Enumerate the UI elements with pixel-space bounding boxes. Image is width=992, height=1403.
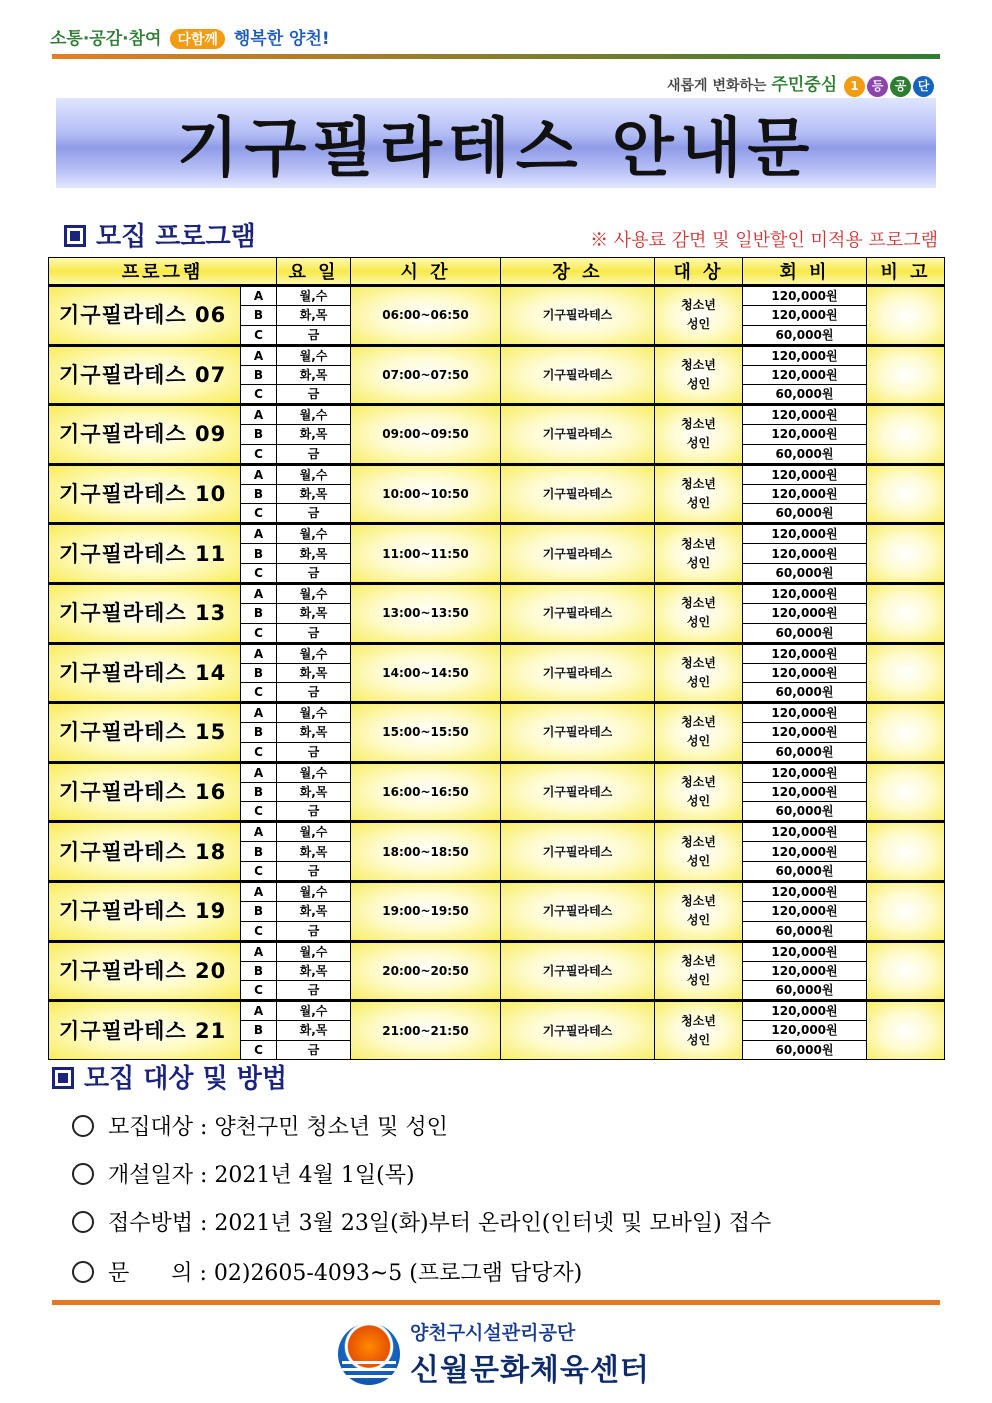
target-youth: 청소년 [681,596,716,611]
class-fee: 120,000원 [743,941,867,961]
class-target [655,762,743,822]
class-day: 월,수 [277,643,351,663]
square-bullet-icon [64,225,86,247]
class-fee: 60,000원 [743,683,867,703]
class-day: 금 [277,683,351,703]
target-adult: 성인 [686,674,711,689]
class-time: 16:00~16:50 [351,762,501,822]
class-target [655,881,743,941]
section-title-method-text: 모집 대상 및 방법 [84,1064,287,1094]
info-item-inquiry [72,1256,582,1287]
table-row [49,762,945,782]
class-remark [867,1001,945,1060]
class-fee: 120,000원 [743,484,867,504]
class-target [655,822,743,882]
header-day: 요 일 [277,258,351,286]
class-fee: 60,000원 [743,861,867,881]
table-row [49,286,945,306]
class-code: B [241,484,277,504]
org-name-big: 신월문화체육센터 [410,1353,650,1388]
class-day: 화,목 [277,723,351,743]
class-fee: 120,000원 [743,405,867,425]
table-row [49,524,945,544]
target-adult: 성인 [686,853,711,868]
table-row [49,643,945,663]
class-day: 월,수 [277,1001,351,1021]
class-fee: 120,000원 [743,583,867,603]
class-day: 월,수 [277,464,351,484]
class-day: 화,목 [277,603,351,623]
target-adult: 성인 [686,555,711,570]
class-code: A [241,881,277,901]
table-row [49,881,945,901]
class-remark [867,286,945,346]
target-adult: 성인 [686,794,711,809]
class-code: B [241,901,277,921]
program-name: 기구필라테스 14 [49,643,241,703]
class-day: 금 [277,504,351,524]
target-adult: 성인 [686,496,711,511]
header-remark: 비 고 [867,258,945,286]
program-name: 기구필라테스 15 [49,703,241,763]
class-fee: 120,000원 [743,524,867,544]
class-remark [867,345,945,405]
class-remark [867,941,945,1001]
target-youth: 청소년 [681,1013,716,1028]
class-day: 화,목 [277,306,351,326]
class-place: 기구필라테스 [501,345,655,405]
class-time: 13:00~13:50 [351,583,501,643]
class-fee: 120,000원 [743,365,867,385]
target-adult: 성인 [686,1032,711,1047]
table-row [49,464,945,484]
class-fee: 120,000원 [743,723,867,743]
header-program: 프로그램 [49,258,277,286]
class-code: B [241,663,277,683]
class-day: 화,목 [277,663,351,683]
class-place: 기구필라테스 [501,286,655,346]
class-fee: 120,000원 [743,842,867,862]
class-time: 09:00~09:50 [351,405,501,465]
class-code: A [241,524,277,544]
class-fee: 120,000원 [743,603,867,623]
square-bullet-icon [52,1067,74,1089]
info-item-target [72,1110,448,1141]
target-youth: 청소년 [681,834,716,849]
class-fee: 60,000원 [743,623,867,643]
class-place: 기구필라테스 [501,583,655,643]
target-youth: 청소년 [681,477,716,492]
subslogan [667,70,934,97]
class-code: A [241,286,277,306]
program-group [49,762,945,822]
subslogan-prefix: 새롭게 변화하는 [667,78,767,94]
class-day: 금 [277,802,351,822]
class-fee: 120,000원 [743,782,867,802]
table-header-row [49,258,945,286]
info-item-open-date-text: 개설일자 : 2021년 4월 1일(목) [108,1163,415,1188]
program-group [49,703,945,763]
class-code: A [241,703,277,723]
program-name: 기구필라테스 20 [49,941,241,1001]
class-code: B [241,961,277,981]
program-name: 기구필라테스 11 [49,524,241,584]
target-adult: 성인 [686,436,711,451]
class-place: 기구필라테스 [501,762,655,822]
class-time: 19:00~19:50 [351,881,501,941]
class-day: 월,수 [277,941,351,961]
table-row [49,583,945,603]
program-name: 기구필라테스 18 [49,822,241,882]
class-code: C [241,1040,277,1060]
class-day: 금 [277,742,351,762]
slogan-part2: 행복한 양천! [233,29,330,49]
class-day: 월,수 [277,583,351,603]
class-day: 금 [277,861,351,881]
program-group [49,286,945,346]
class-code: B [241,425,277,445]
class-target [655,583,743,643]
target-youth: 청소년 [681,894,716,909]
class-day: 금 [277,563,351,583]
org-name-small: 양천구시설관리공단 [410,1322,576,1344]
circle-bullet-icon [72,1261,94,1283]
class-day: 월,수 [277,345,351,365]
class-remark [867,583,945,643]
header-fee: 회 비 [743,258,867,286]
target-adult: 성인 [686,317,711,332]
class-fee: 120,000원 [743,881,867,901]
info-item-registration-text: 접수방법 : 2021년 3월 23일(화)부터 온라인(인터넷 및 모바일) 접수 [108,1211,772,1236]
class-day: 화,목 [277,484,351,504]
class-code: A [241,405,277,425]
page-title: 기구필라테스 안내문 [176,112,816,186]
class-fee: 120,000원 [743,1021,867,1041]
program-group [49,822,945,882]
circle-bullet-icon [72,1211,94,1233]
program-group [49,1001,945,1060]
class-fee: 60,000원 [743,563,867,583]
class-target [655,1001,743,1060]
target-adult: 성인 [686,734,711,749]
program-name: 기구필라테스 19 [49,881,241,941]
class-day: 금 [277,981,351,1001]
class-code: C [241,325,277,345]
target-youth: 청소년 [681,775,716,790]
class-code: B [241,782,277,802]
target-youth: 청소년 [681,953,716,968]
class-time: 20:00~20:50 [351,941,501,1001]
target-adult: 성인 [686,972,711,987]
table-row [49,703,945,723]
class-day: 월,수 [277,286,351,306]
program-name: 기구필라테스 16 [49,762,241,822]
info-item-registration [72,1206,771,1237]
class-target [655,941,743,1001]
class-fee: 120,000원 [743,286,867,306]
target-youth: 청소년 [681,298,716,313]
class-fee: 120,000원 [743,703,867,723]
program-name: 기구필라테스 10 [49,464,241,524]
class-fee: 60,000원 [743,981,867,1001]
class-target [655,524,743,584]
class-place: 기구필라테스 [501,464,655,524]
class-day: 월,수 [277,881,351,901]
class-code: A [241,464,277,484]
table-row [49,822,945,842]
class-fee: 120,000원 [743,345,867,365]
class-day: 금 [277,623,351,643]
class-remark [867,762,945,822]
section-title-programs-text: 모집 프로그램 [96,222,256,252]
class-code: A [241,1001,277,1021]
class-fee: 120,000원 [743,1001,867,1021]
class-target [655,345,743,405]
class-fee: 120,000원 [743,961,867,981]
class-code: C [241,444,277,464]
class-fee: 60,000원 [743,802,867,822]
info-item-inquiry-text: 문 의 : 02)2605-4093~5 (프로그램 담당자) [108,1261,583,1286]
class-code: B [241,842,277,862]
class-fee: 120,000원 [743,464,867,484]
header-place: 장 소 [501,258,655,286]
class-place: 기구필라테스 [501,881,655,941]
program-group [49,405,945,465]
class-day: 금 [277,385,351,405]
class-fee: 120,000원 [743,306,867,326]
class-code: B [241,723,277,743]
class-code: A [241,822,277,842]
class-time: 15:00~15:50 [351,703,501,763]
class-day: 월,수 [277,405,351,425]
subslogan-circle-4: 단 [913,76,934,97]
class-day: 화,목 [277,961,351,981]
class-remark [867,464,945,524]
target-youth: 청소년 [681,655,716,670]
table-row [49,941,945,961]
slogan [50,24,330,49]
program-group [49,643,945,703]
class-day: 화,목 [277,842,351,862]
subslogan-circle-2: 등 [867,76,888,97]
class-target [655,286,743,346]
program-group [49,464,945,524]
class-remark [867,405,945,465]
class-code: C [241,385,277,405]
class-target [655,643,743,703]
class-code: B [241,306,277,326]
class-code: B [241,544,277,564]
class-day: 화,목 [277,901,351,921]
class-code: B [241,1021,277,1041]
class-remark [867,881,945,941]
header-target: 대 상 [655,258,743,286]
class-remark [867,822,945,882]
circle-bullet-icon [72,1115,94,1137]
class-time: 14:00~14:50 [351,643,501,703]
header-time: 시 간 [351,258,501,286]
subslogan-circle-3: 공 [890,76,911,97]
class-code: C [241,563,277,583]
title-banner [56,98,936,188]
class-place: 기구필라테스 [501,941,655,1001]
class-day: 화,목 [277,365,351,385]
class-code: B [241,603,277,623]
class-fee: 60,000원 [743,1040,867,1060]
class-fee: 120,000원 [743,425,867,445]
class-target [655,405,743,465]
class-fee: 60,000원 [743,921,867,941]
class-time: 07:00~07:50 [351,345,501,405]
class-fee: 120,000원 [743,901,867,921]
class-fee: 120,000원 [743,663,867,683]
class-day: 화,목 [277,425,351,445]
info-item-target-text: 모집대상 : 양천구민 청소년 및 성인 [108,1115,448,1140]
bottom-divider [52,1300,940,1305]
class-fee: 60,000원 [743,444,867,464]
target-adult: 성인 [686,615,711,630]
target-youth: 청소년 [681,417,716,432]
target-youth: 청소년 [681,357,716,372]
class-place: 기구필라테스 [501,405,655,465]
class-fee: 120,000원 [743,762,867,782]
program-group [49,881,945,941]
program-name: 기구필라테스 07 [49,345,241,405]
class-day: 금 [277,1040,351,1060]
class-fee: 60,000원 [743,385,867,405]
class-fee: 120,000원 [743,544,867,564]
class-place: 기구필라테스 [501,822,655,882]
class-fee: 120,000원 [743,643,867,663]
class-time: 11:00~11:50 [351,524,501,584]
class-code: A [241,583,277,603]
subslogan-main: 주민중심 [771,75,838,95]
class-remark [867,703,945,763]
table-row [49,405,945,425]
class-code: C [241,921,277,941]
class-remark [867,524,945,584]
class-time: 10:00~10:50 [351,464,501,524]
slogan-part1: 소통·공감·참여 [50,29,162,49]
class-place: 기구필라테스 [501,524,655,584]
class-code: A [241,345,277,365]
class-code: C [241,802,277,822]
class-day: 월,수 [277,762,351,782]
program-name: 기구필라테스 06 [49,286,241,346]
footer-org [338,1318,650,1389]
class-place: 기구필라테스 [501,1001,655,1060]
class-day: 월,수 [277,524,351,544]
class-code: C [241,742,277,762]
program-group [49,345,945,405]
slogan-bubble: 다함께 [170,29,225,49]
info-item-open-date [72,1158,415,1189]
program-name: 기구필라테스 21 [49,1001,241,1060]
class-day: 화,목 [277,1021,351,1041]
class-fee: 60,000원 [743,504,867,524]
class-time: 21:00~21:50 [351,1001,501,1060]
class-code: C [241,861,277,881]
class-code: A [241,941,277,961]
class-time: 18:00~18:50 [351,822,501,882]
class-place: 기구필라테스 [501,703,655,763]
org-logo-icon [338,1323,400,1385]
class-fee: 120,000원 [743,822,867,842]
program-name: 기구필라테스 09 [49,405,241,465]
class-code: C [241,623,277,643]
class-day: 금 [277,921,351,941]
program-group [49,583,945,643]
table-row [49,345,945,365]
class-code: C [241,504,277,524]
top-divider [52,54,940,59]
class-time: 06:00~06:50 [351,286,501,346]
target-adult: 성인 [686,376,711,391]
discount-note: ※ 사용료 감면 및 일반할인 미적용 프로그램 [590,230,938,251]
class-day: 화,목 [277,782,351,802]
target-youth: 청소년 [681,536,716,551]
class-day: 금 [277,444,351,464]
section-title-programs [64,216,256,253]
class-day: 월,수 [277,703,351,723]
program-group [49,941,945,1001]
class-target [655,464,743,524]
class-day: 화,목 [277,544,351,564]
class-remark [867,643,945,703]
table-row [49,1001,945,1021]
class-place: 기구필라테스 [501,643,655,703]
program-name: 기구필라테스 13 [49,583,241,643]
section-title-method [52,1058,287,1095]
class-code: C [241,981,277,1001]
class-code: C [241,683,277,703]
class-day: 월,수 [277,822,351,842]
class-code: A [241,762,277,782]
class-fee: 60,000원 [743,742,867,762]
subslogan-circle-1: 1 [844,76,865,97]
target-adult: 성인 [686,913,711,928]
class-code: A [241,643,277,663]
class-target [655,703,743,763]
class-code: B [241,365,277,385]
circle-bullet-icon [72,1163,94,1185]
class-fee: 60,000원 [743,325,867,345]
target-youth: 청소년 [681,715,716,730]
class-day: 금 [277,325,351,345]
schedule-table [48,257,945,1060]
program-group [49,524,945,584]
